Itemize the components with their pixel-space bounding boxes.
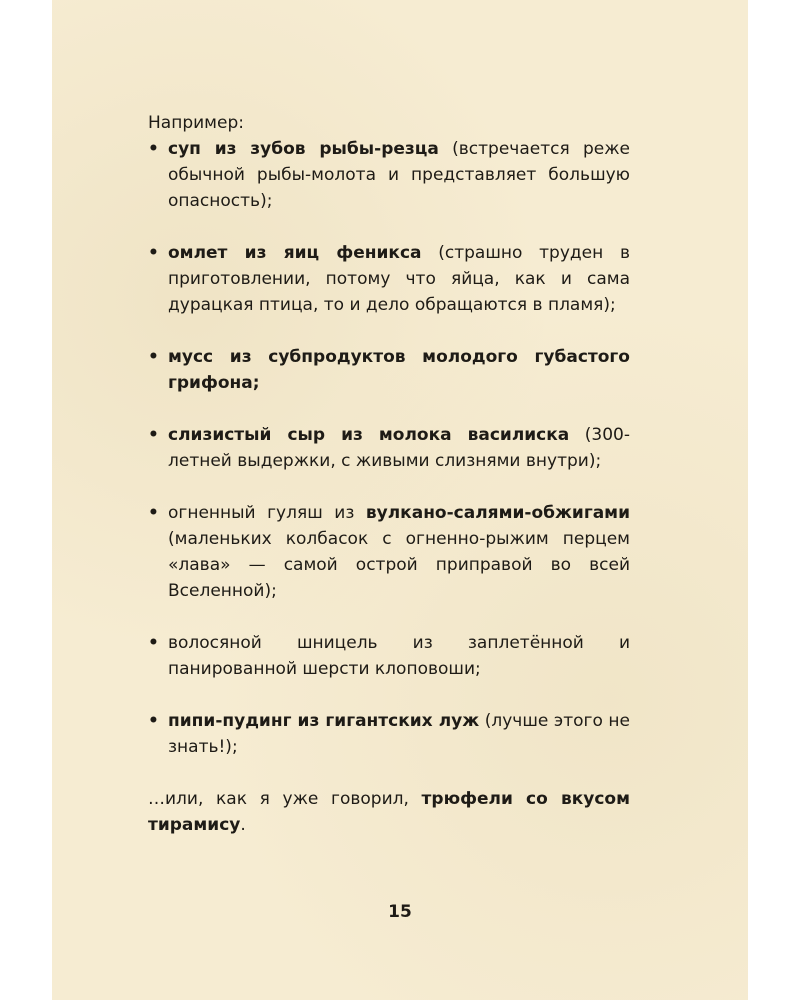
item-text: (лучше этого не знать!); <box>168 711 631 757</box>
outro-pre: …или, как я уже говорил, <box>148 789 422 809</box>
item-text: (страшно труден в приготовлении, потому что яйца, как и сама дурацкая птица, то и дело обращаются в пламя); <box>168 243 630 315</box>
bullet-icon: • <box>148 503 159 523</box>
list-item <box>148 344 630 396</box>
list-item <box>148 136 630 214</box>
page-content <box>148 110 630 838</box>
list-item <box>148 422 630 474</box>
list-item <box>148 240 630 318</box>
page-number: 15 <box>388 902 412 922</box>
bullet-icon: • <box>148 139 159 159</box>
intro-text: Например: <box>148 113 244 133</box>
book-page <box>52 0 748 1000</box>
outro-post: . <box>240 815 246 835</box>
bullet-icon: • <box>148 347 159 367</box>
item-text: (маленьких колбасок с огненно-рыжим перцем «лава» — самой острой приправой во всей Вселенной); <box>168 529 630 601</box>
item-bold: суп из зубов рыбы-резца <box>168 139 439 159</box>
outro-text <box>148 786 630 838</box>
item-bold: пипи-пудинг из гигантских луж <box>168 711 480 731</box>
bullet-icon: • <box>148 425 159 445</box>
list-item <box>148 500 630 604</box>
item-bold: вулкано-салями-обжигами <box>365 503 630 523</box>
item-text: (встречается реже обычной рыбы-молота и представляет большую опасность); <box>168 139 630 211</box>
list-item <box>148 708 630 760</box>
bullet-icon: • <box>148 633 159 653</box>
item-bold: мусс из субпродуктов молодого губастого грифона; <box>168 347 630 393</box>
item-pre: волосяной шницель из заплетённой и панированной шерсти клоповоши; <box>168 633 630 679</box>
dish-list <box>148 136 630 760</box>
bullet-icon: • <box>148 711 159 731</box>
item-bold: слизистый сыр из молока василиска <box>168 425 570 445</box>
bullet-icon: • <box>148 243 159 263</box>
list-item <box>148 630 630 682</box>
item-pre: огненный гуляш из <box>168 503 366 523</box>
item-bold: омлет из яиц феникса <box>168 243 422 263</box>
outro-bold: трюфели со вкусом тирамису <box>148 789 630 835</box>
item-text: (300-летней выдержки, с живыми слизнями внутри); <box>168 425 630 471</box>
